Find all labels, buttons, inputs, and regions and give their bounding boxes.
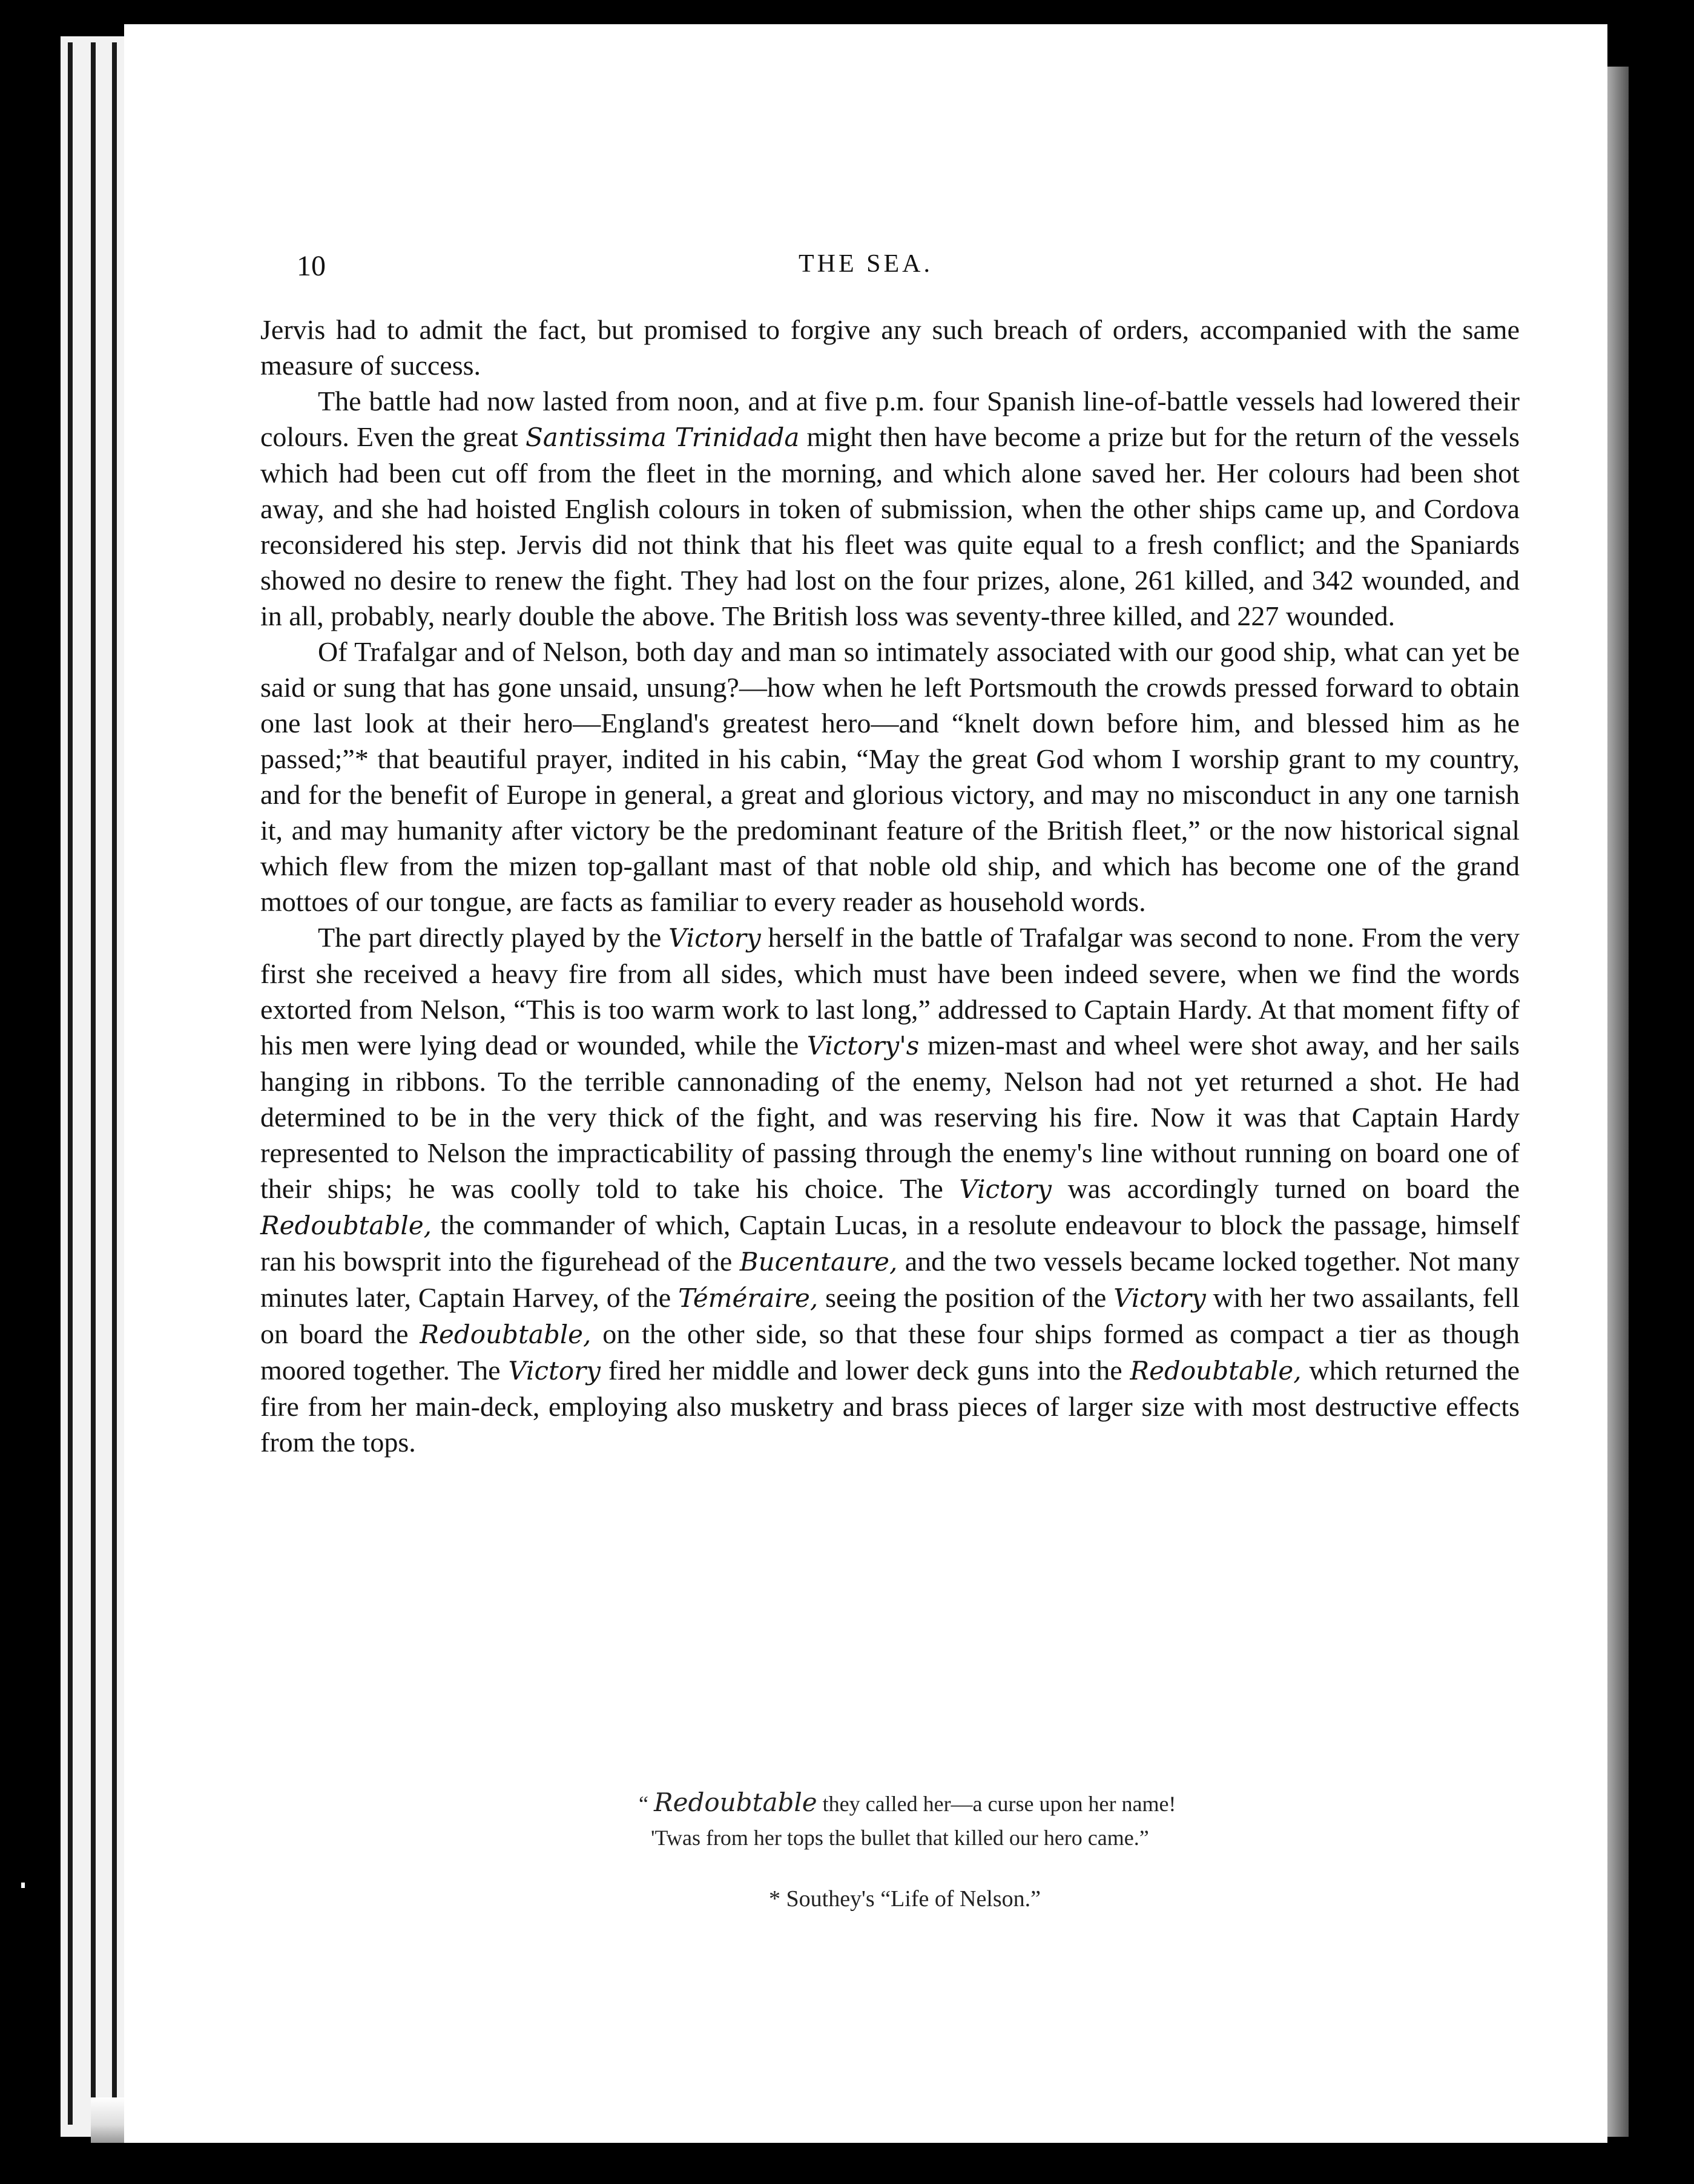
paragraph: Of Trafalgar and of Nelson, both day and man so intimately associated with our good ship, what can yet be said or sung that has gone unsaid, unsung?—how when he left Portsmouth the crowds pressed forward to obtain one last look at their hero—England's greatest hero—and “knelt down before him, and blessed him as he passed;”* that beautiful prayer, indited in his cabin, “May the great God whom I worship grant to my country, and for the benefit of Europe in general, a great and glorious victory, and may no misconduct in any one tarnish it, and may humanity after victory be the predominant feature of the British fleet,” or the now historical signal which flew from the mizen top-gallant mast of that noble old ship, and which has become one of the grand mottoes of our tongue, are facts as familiar to every reader as household words. — [260, 636, 1520, 917]
verse-quotation — [639, 1786, 1426, 1855]
text-run: which returned the fire from her main-deck, employing also musketry and brass pieces of larger size with most destructive effects from the tops. — [260, 1355, 1520, 1458]
ship-name: Santissima Trinidada — [526, 423, 800, 452]
text-run: herself in the battle of Trafalgar was second to none. From the very first she received a heavy fire from all sides, which must have been indeed severe, when we find the words extorted from Nelson, “This is too warm work to last long,” addressed to Captain Hardy. At that moment fifty of his men were lying dead or wounded, while the — [260, 922, 1520, 1061]
page-number: 10 — [297, 250, 326, 282]
spine-rule — [112, 42, 117, 2125]
spine-rule — [68, 42, 73, 2125]
ship-name: Victory's — [806, 1031, 920, 1061]
text-run: fired her middle and lower deck guns into the — [600, 1355, 1130, 1386]
verse-line: 'Twas from her tops the bullet that killed our hero came.” — [651, 1826, 1149, 1850]
text-run: The part directly played by the — [318, 922, 669, 953]
ship-name: Victory — [668, 923, 761, 953]
text-run: “ — [639, 1792, 654, 1816]
text-run: might then have become a prize but for the return of the vessels which had been cut off from the fleet in the morning, and which alone saved her. Her colours had been shot away, and she had hoisted English colours in token of submission, when the other ships came up, and Cordova reconsidered his step. Jervis did not think that his fleet was quite equal to a fresh conflict; and the Spaniards showed no desire to renew the fight. They had lost on the four prizes, alone, 261 killed, and 342 wounded, and in all, probably, nearly double the above. The British loss was seventy-three killed, and 227 wounded. — [260, 421, 1520, 631]
text-run: they called her—a curse upon her name! — [817, 1792, 1176, 1816]
running-head: THE SEA. — [799, 250, 933, 278]
spine-rule — [91, 42, 96, 2125]
scan-speck — [21, 1883, 25, 1888]
body-text — [260, 312, 1520, 1460]
paragraph — [260, 383, 1520, 634]
text-run: and the two vessels became locked together. Not many minutes later, Captain Harvey, of the — [260, 1246, 1520, 1313]
ship-name: Redoubtable, — [420, 1320, 592, 1349]
ship-name: Téméraire, — [678, 1283, 819, 1313]
text-run: mizen-mast and wheel were shot away, and her sails hanging in ribbons. To the terrible cannonading of the enemy, Nelson had not yet returned a shot. He had determined to be in the very thick of the fight, and was reserving his fire. Now it was that Captain Hardy represented to Nelson the impracticability of passing through the enemy's line without running on board one of their ships; he was coolly told to take his choice. The — [260, 1030, 1520, 1204]
text-run: on the other side, so that these four ships formed as compact a tier as though moored together. The — [260, 1318, 1520, 1386]
ship-name: Victory — [1113, 1283, 1206, 1313]
ship-name: Redoubtable — [653, 1788, 817, 1817]
paragraph: Jervis had to admit the fact, but promised to forgive any such breach of orders, accompanied with the same measure of success. — [260, 314, 1520, 381]
ship-name: Victory — [959, 1174, 1052, 1204]
ship-name: Redoubtable, — [260, 1211, 432, 1240]
page-header — [124, 249, 1607, 292]
ship-name: Victory — [508, 1356, 601, 1386]
ship-name: Redoubtable, — [1130, 1356, 1302, 1386]
text-run: the commander of which, Captain Lucas, in a resolute endeavour to block the passage, himself ran his bowsprit into the figurehead of the — [260, 1209, 1520, 1277]
ship-name: Bucentaure, — [739, 1247, 898, 1277]
text-run: with her two assailants, fell on board the — [260, 1282, 1520, 1349]
book-page — [124, 24, 1607, 2143]
text-run: The battle had now lasted from noon, and at five p.m. four Spanish line-of-battle vessels had lowered their colours. Even the great — [260, 386, 1520, 452]
footnote: * Southey's “Life of Nelson.” — [769, 1886, 1041, 1912]
paragraph — [260, 919, 1520, 1460]
text-run: seeing the position of the — [818, 1282, 1114, 1313]
verse-line — [639, 1786, 1426, 1821]
text-run: was accordingly turned on board the — [1052, 1173, 1520, 1204]
